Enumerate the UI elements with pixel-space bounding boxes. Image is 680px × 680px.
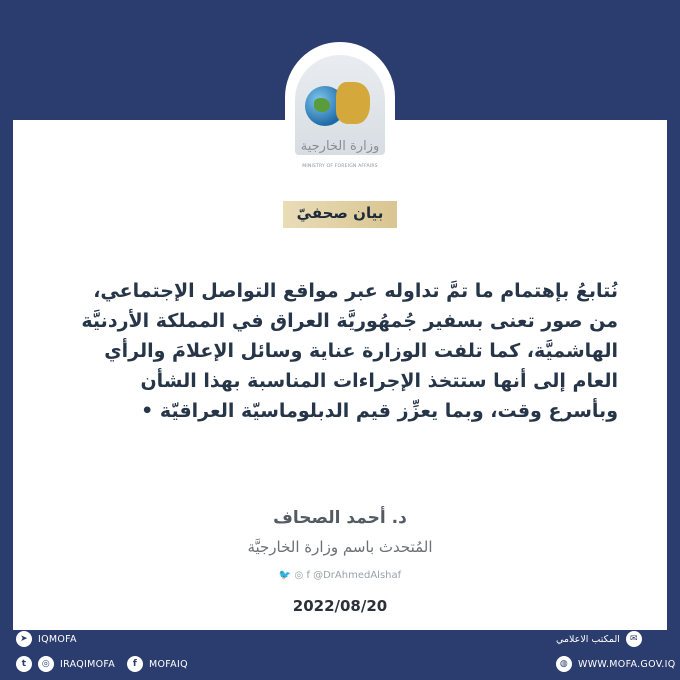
footer-facebook[interactable]: f MOFAIQ xyxy=(127,656,188,672)
signer-title: المُتحدث باسم وزارة الخارجيَّة xyxy=(247,538,433,556)
instagram-icon: ◎ xyxy=(38,656,54,672)
logo-english-name: MINISTRY OF FOREIGN AFFAIRS xyxy=(302,164,378,169)
signer-social-handle: 🐦 ◎ f @DrAhmedAlshaf xyxy=(278,570,402,581)
statement-line: العام إلى أنها ستتخذ الإجراءات المناسبة بهذا الشأن xyxy=(140,370,618,392)
footer-website[interactable]: ◍ WWW.MOFA.GOV.IQ xyxy=(556,656,675,672)
chat-icon: ✉ xyxy=(626,631,642,647)
facebook-icon: f xyxy=(127,656,143,672)
footer-media-office[interactable]: ✉ المكتب الاعلامي xyxy=(556,631,642,647)
telegram-icon: ➤ xyxy=(16,631,32,647)
logo-arabic-name: وزارة الخارجية xyxy=(300,139,380,154)
statement-body xyxy=(62,276,618,426)
instagram-icon: ◎ xyxy=(294,570,304,581)
facebook-icon: f xyxy=(306,570,310,581)
statement-line: من صور تعنى بسفير جُمهُوريَّة العراق في المملكة الأردنيَّة xyxy=(81,310,618,332)
twitter-icon: 🐦 xyxy=(278,570,292,581)
iraq-map-icon xyxy=(336,82,370,124)
globe-icon: ◍ xyxy=(556,656,572,672)
statement-line: نُتابعُ بإهتمام ما تمَّ تداوله عبر مواقع التواصل الإجتماعي، xyxy=(93,280,618,302)
statement-date: 2022/08/20 xyxy=(292,597,388,615)
signer-name: د. أحمد الصحاف xyxy=(273,508,407,528)
statement-line: وبأسرع وقت، وبما يعزِّز قيم الدبلوماسيّة العراقيّة • xyxy=(141,400,618,422)
statement-line: الهاشميَّة، كما تلفت الوزارة عناية وسائل الإعلامَ والرأي xyxy=(104,340,618,362)
footer-telegram[interactable]: ➤ IQMOFA xyxy=(16,631,77,647)
footer-twitter-instagram[interactable]: t ◎ IRAQIMOFA xyxy=(16,656,115,672)
twitter-icon: t xyxy=(16,656,32,672)
press-release-badge: بيان صحفيّ xyxy=(296,204,384,222)
